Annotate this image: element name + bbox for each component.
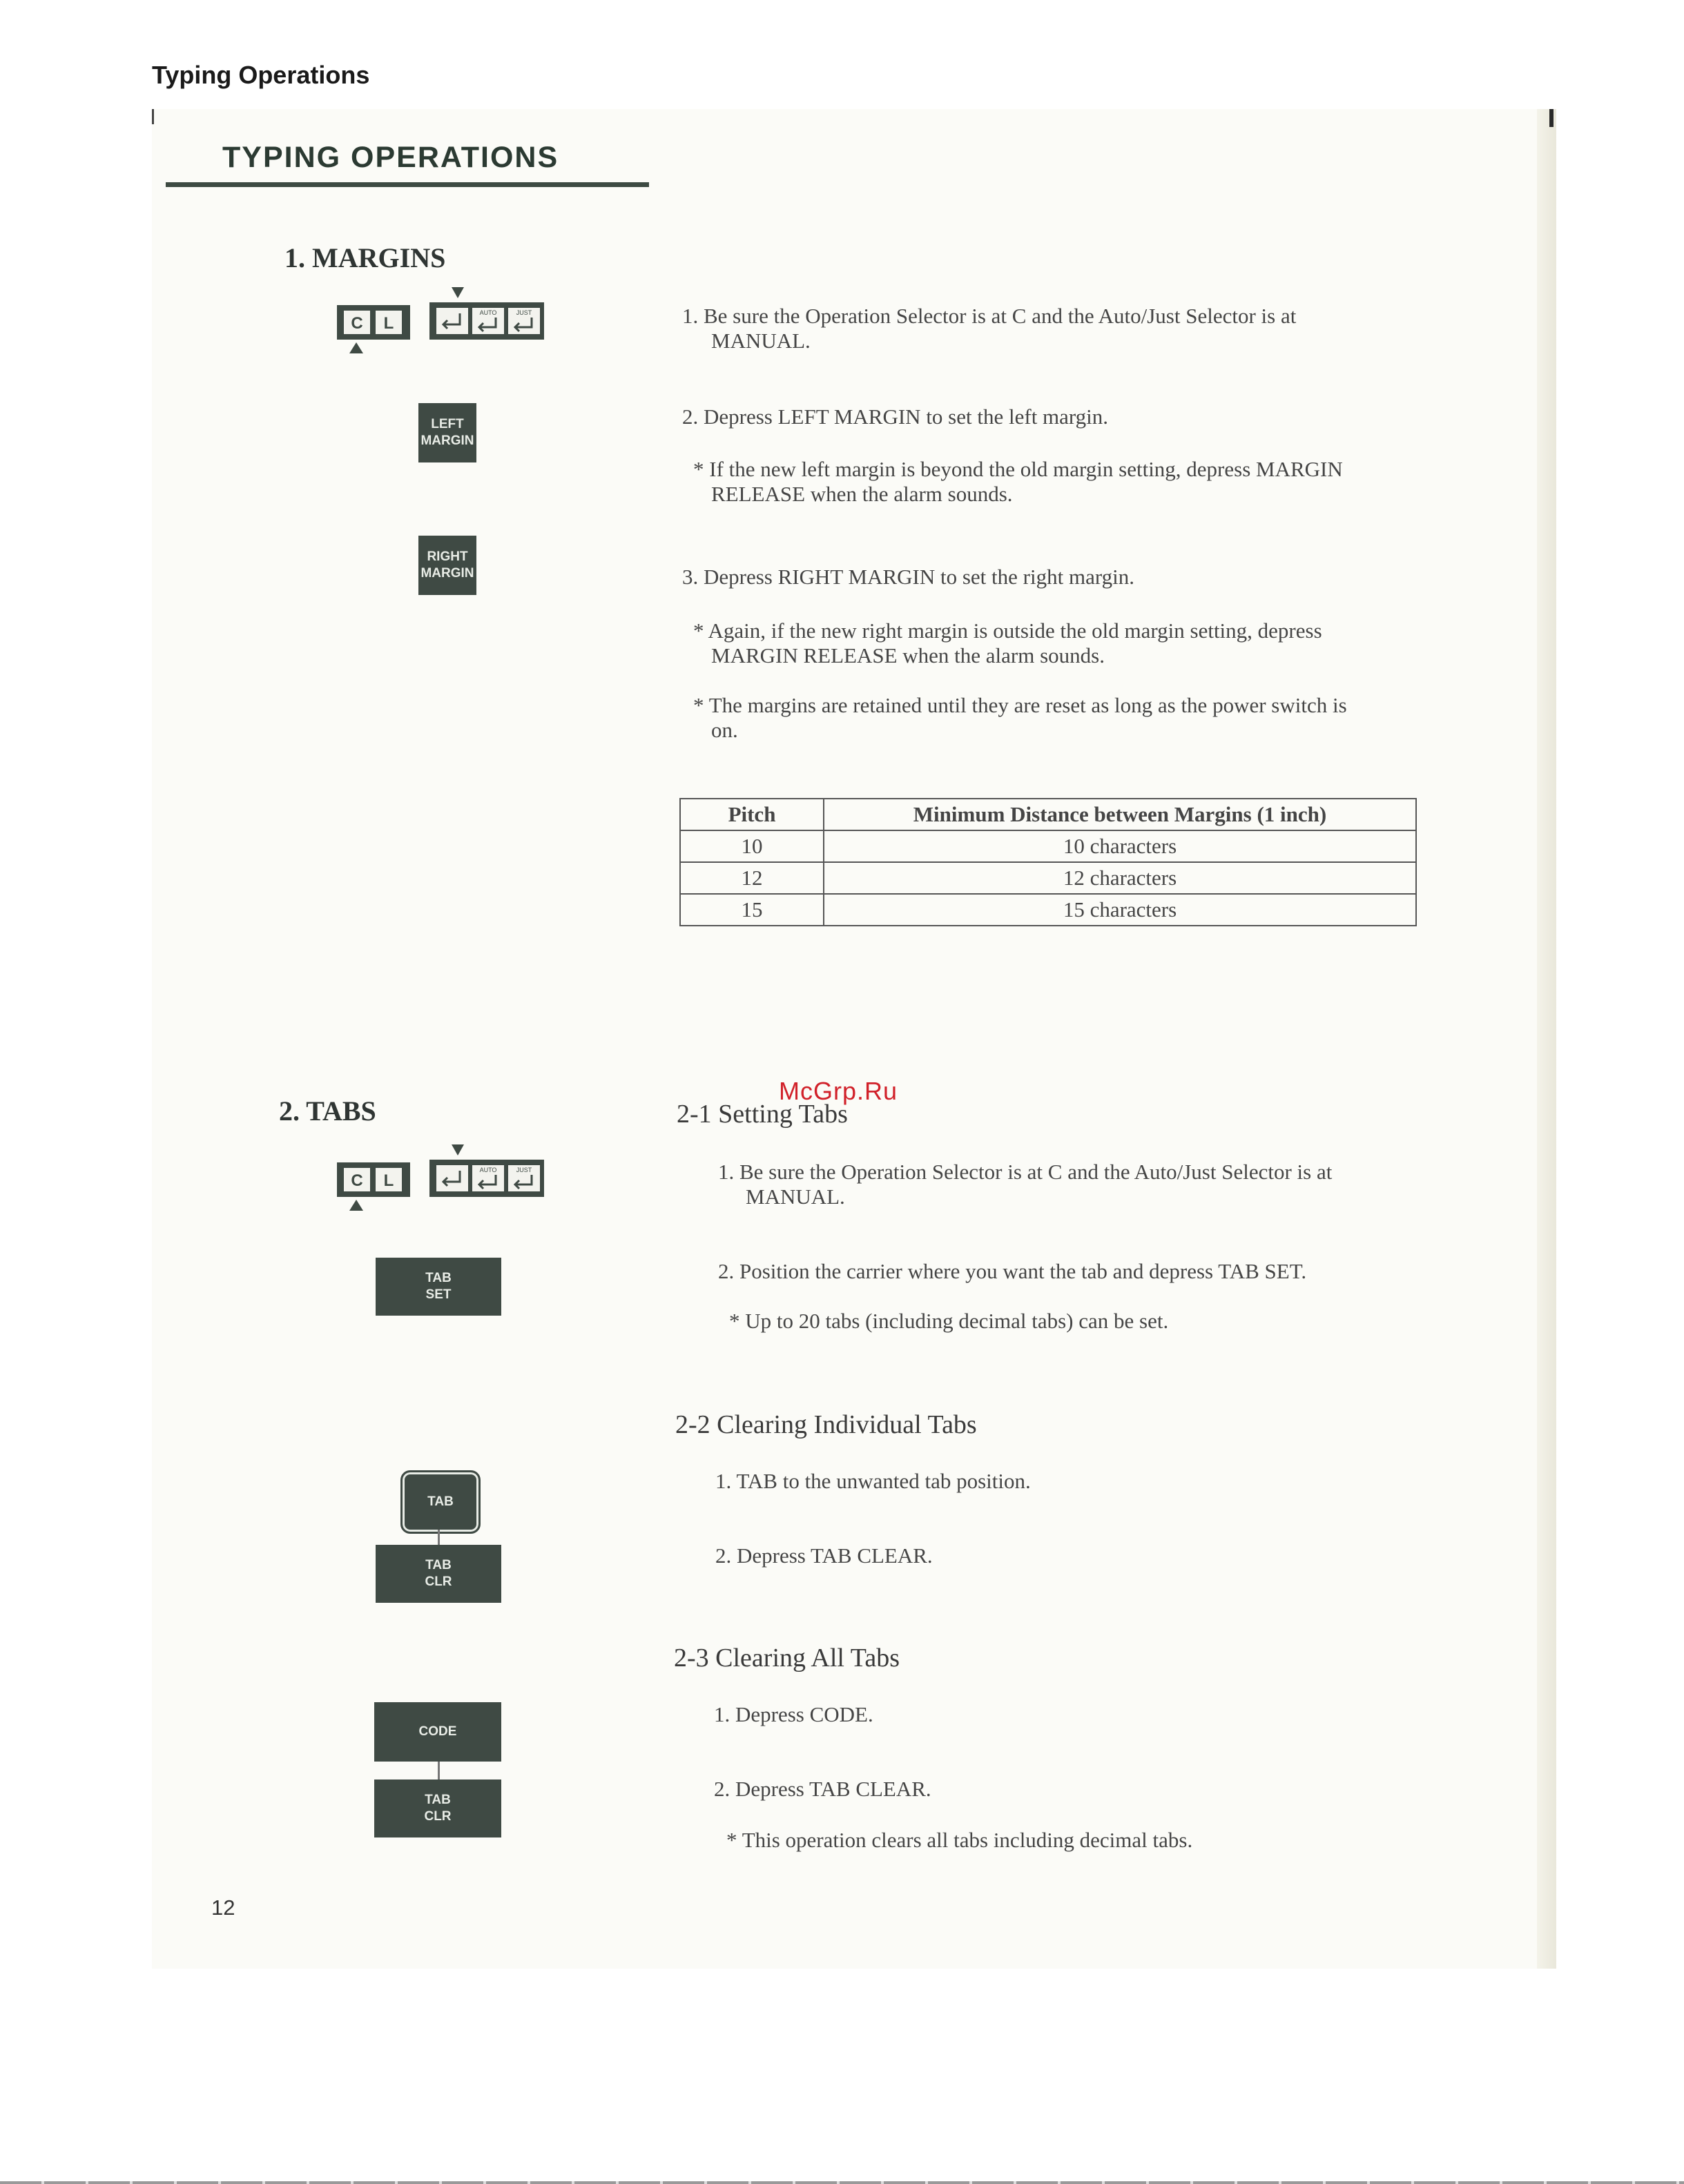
setting-note: * Up to 20 tabs (including decimal tabs) can be set. [729,1309,1169,1333]
clearing-individual-heading: 2-2 Clearing Individual Tabs [675,1410,977,1439]
code-key: CODE [374,1702,501,1762]
auto-just-selector-icon [429,1144,544,1197]
margins-note-2: * Again, if the new right margin is outside the old margin setting, depress MARGIN RELEASE when the alarm sounds. [693,618,1322,667]
page-left-tick [152,109,154,124]
title-underline [166,182,649,187]
page-title: TYPING OPERATIONS [222,141,559,174]
margins-step-3: 3. Depress RIGHT MARGIN to set the right margin. [682,565,1134,589]
table-header-distance: Minimum Distance between Margins (1 inch) [824,799,1416,830]
table-row [680,830,1416,862]
clearing-all-step-1: 1. Depress CODE. [714,1702,873,1726]
tab-clear-key-2 [374,1780,501,1837]
auto-label: AUTO [479,309,497,316]
operation-selector-icon [337,305,410,353]
clearing-individual-step-1: 1. TAB to the unwanted tab position. [715,1469,1031,1493]
tab-clear-key [376,1545,501,1603]
table-row [680,894,1416,926]
scanned-page [152,109,1556,1969]
tabs-heading: 2. TABS [279,1095,376,1127]
tab-set-key [376,1258,501,1316]
margins-step-1: 1. Be sure the Operation Selector is at C and the Auto/Just Selector is at MANUAL. [682,304,1297,353]
setting-step-1: 1. Be sure the Operation Selector is at C and the Auto/Just Selector is at MANUAL. [718,1160,1333,1209]
clearing-all-note: * This operation clears all tabs including decimal tabs. [726,1828,1193,1852]
selector-c-label: C [351,1171,363,1190]
selector-c-label: C [351,314,363,333]
table-row [680,862,1416,894]
just-label: JUST [516,1167,532,1173]
margins-heading: 1. MARGINS [284,242,446,273]
setting-tabs-heading: 2-1 Setting Tabs [677,1100,848,1129]
table-cell-distance: 15 characters [824,894,1416,926]
selector-pointer-down [452,1144,464,1156]
margins-note-1: * If the new left margin is beyond the old margin setting, depress MARGIN RELEASE when the alarm sounds. [693,457,1343,506]
left-margin-key [418,403,476,462]
margins-note-3: * The margins are retained until they are reset as long as the power switch is on. [693,693,1347,742]
clearing-all-heading: 2-3 Clearing All Tabs [674,1644,900,1673]
tab-clear-key-2-line2: CLR [424,1809,452,1824]
page-spine-mark [1549,109,1554,127]
left-margin-key-line2: MARGIN [420,433,474,448]
margin-distance-table [679,798,1417,926]
page-number: 12 [211,1895,235,1920]
page-header-label: Typing Operations [152,61,370,89]
tab-set-key-line2: SET [425,1287,452,1302]
right-margin-key-line1: RIGHT [427,549,468,564]
table-header-row [680,799,1416,830]
margins-step-2: 2. Depress LEFT MARGIN to set the left margin. [682,404,1109,429]
operation-selector-icon [337,1162,410,1211]
watermark: McGrp.Ru [779,1077,898,1105]
selector-l-label: L [383,314,394,333]
key-connector [438,1530,440,1545]
page-edge-shadow [1537,109,1556,1969]
selector-pointer-down [452,287,464,298]
left-margin-key-line1: LEFT [431,417,464,431]
clearing-all-step-2: 2. Depress TAB CLEAR. [714,1777,931,1801]
tab-clear-key-line1: TAB [425,1558,452,1572]
bottom-rule [0,2181,1684,2184]
tab-set-key-line1: TAB [425,1271,452,1285]
key-connector [438,1762,440,1780]
tab-clear-key-2-line1: TAB [425,1793,451,1807]
table-header-pitch: Pitch [680,799,824,830]
table-cell-distance: 10 characters [824,830,1416,862]
table-cell-distance: 12 characters [824,862,1416,894]
tab-clear-key-line2: CLR [425,1574,452,1589]
auto-label: AUTO [479,1167,497,1173]
table-cell-pitch: 15 [680,894,824,926]
just-label: JUST [516,309,532,316]
table-cell-pitch: 12 [680,862,824,894]
table-cell-pitch: 10 [680,830,824,862]
right-margin-key-line2: MARGIN [420,566,474,581]
auto-just-selector-icon [429,287,544,340]
selector-pointer-up [349,342,363,353]
setting-step-2: 2. Position the carrier where you want the tab and depress TAB SET. [718,1259,1307,1283]
selector-icon-tabs [336,1144,550,1213]
right-margin-key [418,536,476,595]
selector-pointer-up [349,1200,363,1211]
tab-key: TAB [400,1470,481,1534]
selector-l-label: L [383,1171,394,1190]
selector-icon-margins [336,287,550,356]
clearing-individual-step-2: 2. Depress TAB CLEAR. [715,1543,933,1568]
